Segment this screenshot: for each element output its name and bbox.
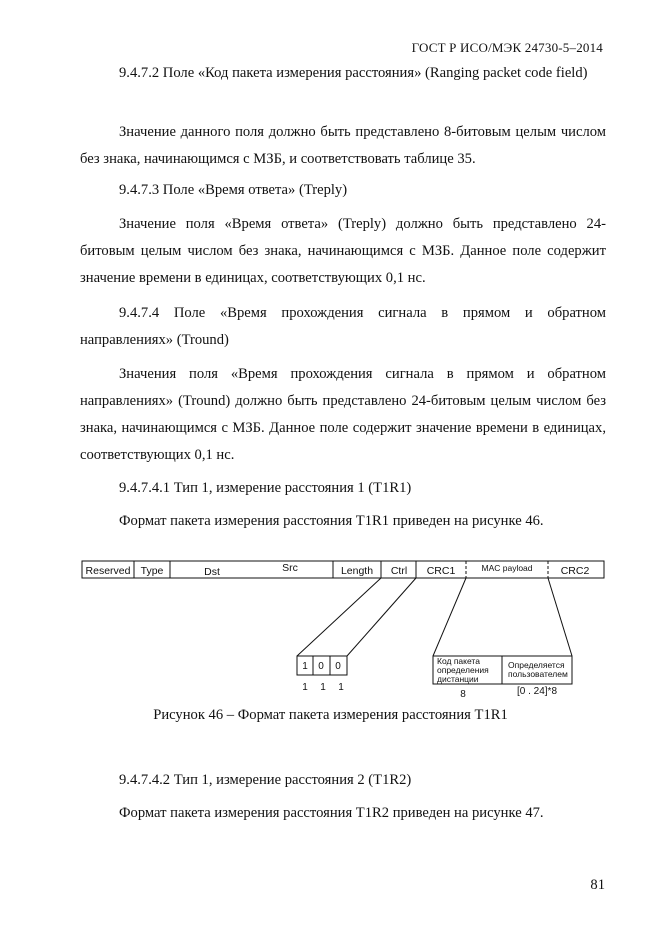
field-src: Src bbox=[282, 562, 298, 574]
ctrl-bit-3: 0 bbox=[335, 661, 341, 672]
payload-field2-line1: Определяется bbox=[508, 660, 565, 670]
section-heading-9-4-7-4-2: 9.4.7.4.2 Тип 1, измерение расстояния 2 (T1R2) bbox=[119, 772, 412, 788]
field-reserved: Reserved bbox=[85, 565, 131, 577]
ctrl-bit-1: 1 bbox=[302, 661, 308, 672]
ctrl-bit-label-1: 1 bbox=[302, 682, 308, 693]
section-heading-9-4-7-4: 9.4.7.4 Поле «Время прохождения сигнала в прямом и обратном направлениях» (Tround) bbox=[80, 305, 606, 348]
ctrl-bit-2: 0 bbox=[318, 661, 324, 672]
paragraph-figure-46-ref: Формат пакета измерения расстояния T1R1 приведен на рисунке 46. bbox=[119, 513, 544, 529]
section-heading-9-4-7-3: 9.4.7.3 Поле «Время ответа» (Treply) bbox=[119, 182, 348, 198]
ctrl-bit-label-3: 1 bbox=[338, 682, 344, 693]
paragraph-treply-value: Значение поля «Время ответа» (Treply) должно быть представлено 24-битовым целым числом без знака, начинающимся с МЗБ. Данное поле содержит значение времени в единицах, соответствующих 0,1 нс. bbox=[80, 216, 606, 286]
field-crc1: CRC1 bbox=[426, 565, 456, 577]
payload-field1-line3: дистанции bbox=[437, 674, 479, 684]
ctrl-expansion-line-left bbox=[297, 578, 381, 656]
payload-expansion-line-left bbox=[433, 578, 466, 656]
paragraph-tround-value: Значения поля «Время прохождения сигнала в прямом и обратном направлениях» (Tround) должно быть представлено 24-битовым целым числом без знака, начинающимся с МЗБ. Данное поле содержит значение времени в единицах, соответствующих 0,1 нс. bbox=[80, 366, 606, 463]
paragraph-figure-47-ref: Формат пакета измерения расстояния T1R2 приведен на рисунке 47. bbox=[119, 805, 544, 821]
section-heading-9-4-7-4-1: 9.4.7.4.1 Тип 1, измерение расстояния 1 (T1R1) bbox=[119, 480, 412, 496]
field-type: Type bbox=[140, 565, 164, 577]
page-number: 81 bbox=[590, 877, 605, 893]
field-dst: Dst bbox=[204, 566, 220, 578]
ctrl-bit-label-2: 1 bbox=[320, 682, 326, 693]
payload-field1-size: 8 bbox=[460, 689, 466, 700]
document-header: ГОСТ Р ИСО/МЭК 24730-5–2014 bbox=[411, 40, 603, 55]
paragraph-ranging-code-value: Значение данного поля должно быть представлено 8-битовым целым числом без знака, начинающимся с МЗБ, и соответствовать таблице 35. bbox=[80, 124, 606, 167]
payload-expansion-line-right bbox=[548, 578, 572, 656]
figure-46-caption: Рисунок 46 – Формат пакета измерения расстояния T1R1 bbox=[153, 707, 508, 723]
section-heading-9-4-7-2: 9.4.7.2 Поле «Код пакета измерения расстояния» (Ranging packet code field) bbox=[119, 65, 588, 81]
payload-field1-line2: определения bbox=[437, 665, 489, 675]
field-crc2: CRC2 bbox=[560, 565, 590, 577]
field-mac-payload: MAC payload bbox=[481, 563, 533, 573]
field-length: Length bbox=[340, 565, 374, 577]
field-ctrl: Ctrl bbox=[390, 565, 408, 577]
payload-field2-size: [0 . 24]*8 bbox=[516, 686, 558, 697]
ctrl-expansion-line-right bbox=[347, 578, 416, 656]
payload-field1-line1: Код пакета bbox=[437, 656, 480, 666]
payload-field2-line2: пользователем bbox=[508, 669, 568, 679]
